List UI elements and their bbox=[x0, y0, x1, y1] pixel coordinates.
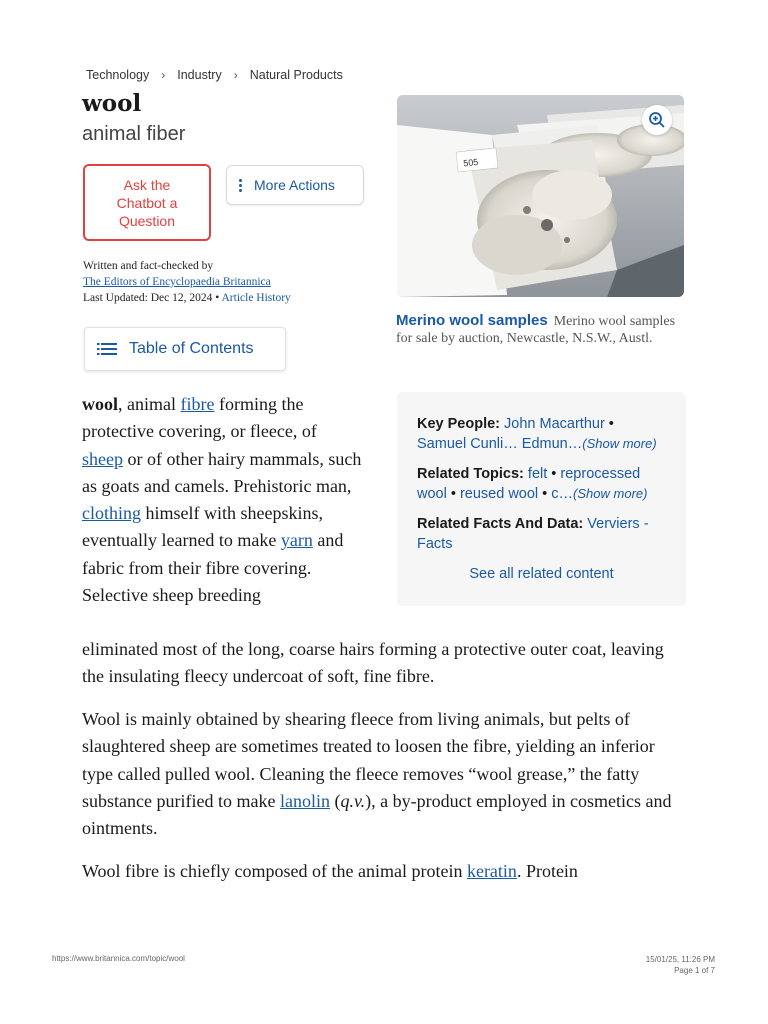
figure-caption bbox=[396, 312, 686, 347]
more-actions-label: More Actions bbox=[254, 177, 335, 193]
related-topics-row: Related Topics: felt • reprocessed wool • reused wool • c…(Show more) bbox=[417, 466, 648, 502]
article-paragraph-1-continued: eliminated most of the long, coarse hairs forming a protective outer coat, leaving the insulating fleecy undercoat of soft, fine fibre. bbox=[82, 639, 664, 687]
text-span: ), a by-product employed in cosmetics and ointments. bbox=[82, 790, 672, 839]
fibre-link[interactable]: fibre bbox=[180, 394, 215, 414]
ask-chatbot-button[interactable] bbox=[83, 164, 211, 241]
footer-datetime: 15/01/25, 11:26 PM bbox=[645, 955, 715, 964]
topic-link[interactable]: reused wool bbox=[459, 486, 539, 502]
caption-text: Merino wool samples for sale by auction, Newcastle, N.S.W., Austl. bbox=[396, 314, 676, 346]
breadcrumb-technology[interactable]: Technology bbox=[86, 68, 150, 82]
caption-title-link[interactable]: Merino wool samples bbox=[396, 312, 548, 329]
text-span: and fabric from their fibre covering. Selective sheep breeding bbox=[82, 530, 344, 606]
key-person-link[interactable]: John Macarthur bbox=[504, 416, 605, 432]
article-paragraph-1 bbox=[82, 391, 362, 609]
show-more-link[interactable]: (Show more) bbox=[573, 486, 648, 501]
qv-abbrev: q.v. bbox=[340, 790, 366, 811]
text-span: Wool fibre is chiefly composed of the animal protein bbox=[82, 861, 467, 881]
more-actions-button[interactable] bbox=[226, 165, 364, 205]
keratin-link[interactable]: keratin bbox=[466, 861, 517, 881]
text-span: . Protein bbox=[516, 861, 578, 881]
byline bbox=[83, 258, 291, 306]
footer-meta bbox=[646, 954, 715, 976]
facts-link[interactable]: Verviers - Facts bbox=[417, 516, 649, 552]
footer-page-number: Page 1 of 7 bbox=[674, 966, 715, 975]
key-people-row: Key People: John Macarthur • Samuel Cunli… Edmun…(Show more) bbox=[417, 416, 657, 452]
wool-samples-photo bbox=[397, 95, 684, 297]
article-paragraph-2 bbox=[82, 706, 682, 842]
key-person-link[interactable]: Edmun… bbox=[521, 436, 583, 452]
zoom-in-icon bbox=[648, 111, 666, 129]
chevron-right-icon: › bbox=[233, 68, 238, 82]
zoom-button[interactable] bbox=[642, 105, 672, 135]
related-topics-label: Related Topics: bbox=[417, 466, 524, 482]
key-person-link[interactable]: Samuel Cunli… bbox=[417, 436, 518, 452]
key-people-label: Key People: bbox=[417, 416, 500, 432]
yarn-link[interactable]: yarn bbox=[280, 530, 313, 551]
topic-link[interactable]: c… bbox=[551, 486, 574, 502]
text-span: ( bbox=[329, 790, 341, 811]
article-history-link[interactable]: Article History bbox=[221, 292, 291, 304]
breadcrumb-natural-products[interactable]: Natural Products bbox=[249, 68, 343, 82]
show-more-link[interactable]: (Show more) bbox=[582, 436, 657, 451]
breadcrumb bbox=[86, 68, 343, 82]
lead-term: wool bbox=[82, 394, 118, 414]
related-info-box bbox=[397, 392, 686, 606]
page-subtitle: animal fiber bbox=[82, 123, 186, 145]
ask-chatbot-label: Ask the Chatbot a Question bbox=[116, 176, 178, 229]
more-vertical-icon bbox=[239, 179, 242, 192]
list-icon bbox=[97, 342, 117, 356]
byline-separator: • bbox=[215, 292, 220, 304]
tag-number: 505 bbox=[462, 156, 479, 169]
related-facts-label: Related Facts And Data: bbox=[417, 516, 584, 532]
written-by-label: Written and fact-checked by bbox=[83, 260, 214, 272]
merino-wool-image[interactable] bbox=[397, 95, 684, 297]
chevron-right-icon: › bbox=[161, 68, 166, 82]
breadcrumb-industry[interactable]: Industry bbox=[177, 68, 222, 82]
see-all-related-link[interactable]: See all related content bbox=[469, 566, 614, 582]
toc-label: Table of Contents bbox=[129, 340, 254, 357]
table-of-contents-button[interactable] bbox=[84, 327, 286, 371]
text-span: Wool is mainly obtained by shearing fleece from living animals, but pelts of slaughtered sheep are sometimes treated to loosen the fibre, yielding an inferior type called pulled wool. Cleaning the fleece removes “wool grease,” the fatty substance purified to make bbox=[82, 709, 655, 811]
topic-link[interactable]: reprocessed wool bbox=[417, 466, 641, 502]
text-span: forming the protective covering, or fleece, of bbox=[82, 394, 317, 442]
related-facts-row bbox=[417, 514, 666, 554]
editors-link[interactable]: The Editors of Encyclopaedia Britannica bbox=[83, 276, 271, 288]
footer-url: https://www.britannica.com/topic/wool bbox=[52, 954, 185, 963]
text-span: , animal bbox=[118, 394, 181, 414]
sheep-link[interactable]: sheep bbox=[82, 448, 123, 469]
topic-link[interactable]: felt bbox=[527, 466, 548, 482]
text-span: or of other hairy mammals, such as goats and camels. Prehistoric man, bbox=[82, 448, 362, 496]
text-span: himself with sheepskins, eventually learned to make bbox=[82, 503, 323, 551]
article-paragraph-3 bbox=[82, 858, 682, 885]
last-updated: Last Updated: Dec 12, 2024 bbox=[83, 292, 213, 304]
lanolin-link[interactable]: lanolin bbox=[279, 790, 330, 811]
clothing-link[interactable]: clothing bbox=[82, 503, 141, 524]
page-title: wool bbox=[82, 90, 142, 117]
